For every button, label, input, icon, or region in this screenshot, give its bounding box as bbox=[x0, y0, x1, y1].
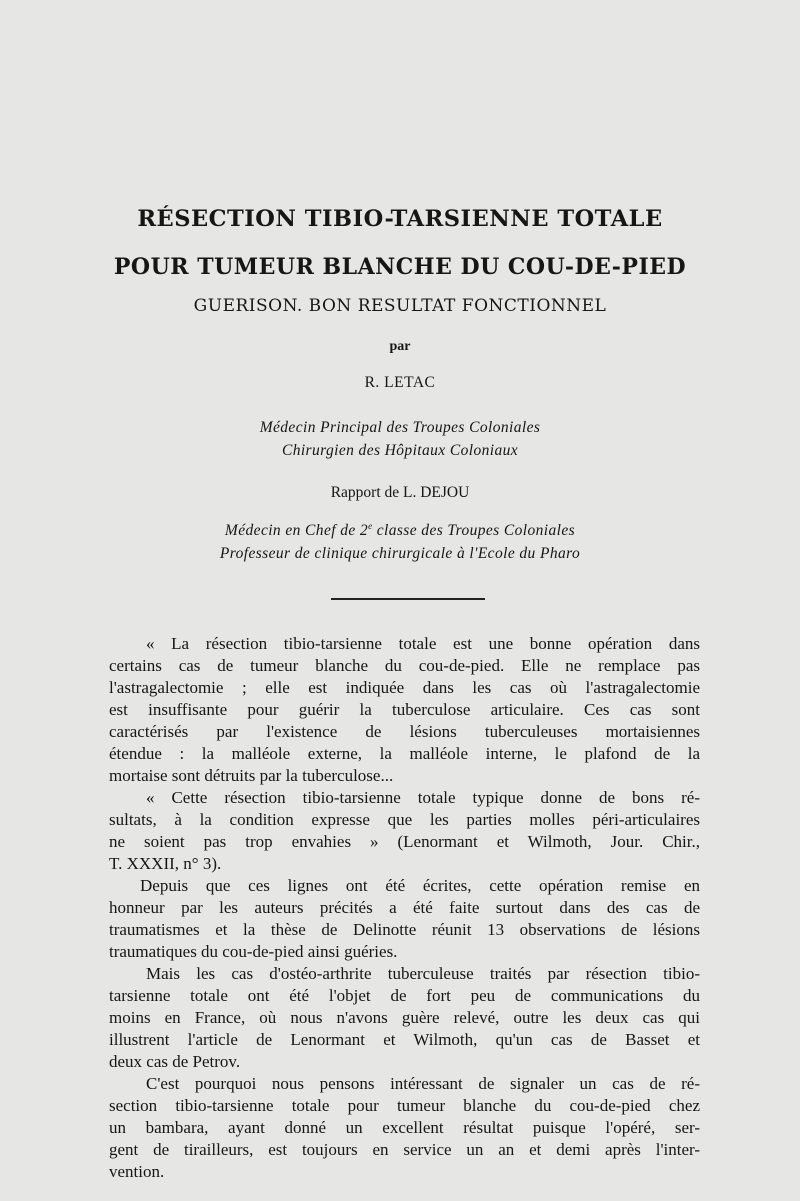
body-line: vention. bbox=[109, 1162, 165, 1181]
body-line: section tibio-tarsienne totale pour tumeur blanche du cou-de-pied chez bbox=[109, 1096, 700, 1115]
author-affiliation-2: Chirurgien des Hôpitaux Coloniaux bbox=[281, 442, 519, 459]
subtitle: GUERISON. BON RESULTAT FONCTIONNEL bbox=[193, 296, 607, 316]
body-line: moins en France, où nous n'avons guère relevé, outre les deux cas qui bbox=[109, 1008, 700, 1027]
body-line: étendue : la malléole externe, la malléole interne, le plafond de la bbox=[109, 744, 700, 763]
body-line: sultats, à la condition expresse que les parties molles péri-articulaires bbox=[109, 810, 700, 829]
title-line-1: RÉSECTION TIBIO-TARSIENNE TOTALE bbox=[137, 206, 663, 232]
body-line: « Cette résection tibio-tarsienne totale typique donne de bons ré- bbox=[146, 788, 700, 807]
body-line: honneur par les auteurs précités a été faite surtout dans des cas de bbox=[109, 898, 700, 917]
body-line: illustrent l'article de Lenormant et Wilmoth, qu'un cas de Basset et bbox=[109, 1030, 700, 1049]
body-line: T. XXXII, n° 3). bbox=[109, 854, 222, 873]
body-line: un bambara, ayant donné un excellent résultat puisque l'opéré, ser- bbox=[109, 1118, 700, 1137]
body-line: gent de tirailleurs, est toujours en service un an et demi après l'inter- bbox=[109, 1140, 700, 1159]
body-line: caractérisés par l'existence de lésions tuberculeuses mortaisiennes bbox=[109, 722, 700, 741]
body-line: Mais les cas d'ostéo-arthrite tuberculeuse traités par résection tibio- bbox=[146, 964, 700, 983]
separator-rule bbox=[331, 598, 485, 600]
body-line: tarsienne totale ont été l'objet de fort peu de communications du bbox=[109, 986, 700, 1005]
title-line-2: POUR TUMEUR BLANCHE DU COU-DE-PIED bbox=[113, 254, 687, 280]
body-line: traumatiques du cou-de-pied ainsi guéries. bbox=[109, 942, 398, 961]
body-line: « La résection tibio-tarsienne totale est une bonne opération dans bbox=[146, 634, 700, 653]
author-name: R. LETAC bbox=[364, 374, 436, 391]
rapporteur-affiliation-2: Professeur de clinique chirurgicale à l'Ecole du Pharo bbox=[219, 545, 581, 562]
body-line: ne soient pas trop envahies » (Lenormant et Wilmoth, Jour. Chir., bbox=[109, 832, 700, 851]
byline-par: par bbox=[389, 339, 411, 354]
body-line: deux cas de Petrov. bbox=[109, 1052, 241, 1071]
body-line: certains cas de tumeur blanche du cou-de-pied. Elle ne remplace pas bbox=[109, 656, 700, 675]
body-line: l'astragalectomie ; elle est indiquée dans les cas où l'astragalectomie bbox=[109, 678, 700, 697]
body-line: mortaise sont détruits par la tuberculose... bbox=[109, 766, 394, 785]
body-line: Depuis que ces lignes ont été écrites, cette opération remise en bbox=[140, 876, 700, 895]
rapporteur-affiliation-1-sup: e bbox=[368, 520, 373, 531]
rapporteur-affiliation-1-a: Médecin en Chef de 2 bbox=[224, 522, 369, 539]
body-line: traumatismes et la thèse de Delinotte réunit 13 observations de lésions bbox=[109, 920, 700, 939]
rapporteur-affiliation-1 bbox=[0, 522, 800, 540]
body-line: C'est pourquoi nous pensons intéressant de signaler un cas de ré- bbox=[146, 1074, 700, 1093]
rapport-line: Rapport de L. DEJOU bbox=[330, 484, 470, 501]
body-line: est insuffisante pour guérir la tuberculose articulaire. Ces cas sont bbox=[109, 700, 700, 719]
author-affiliation-1: Médecin Principal des Troupes Coloniales bbox=[259, 419, 541, 436]
rapporteur-affiliation-1-b: classe des Troupes Coloniales bbox=[372, 522, 576, 539]
